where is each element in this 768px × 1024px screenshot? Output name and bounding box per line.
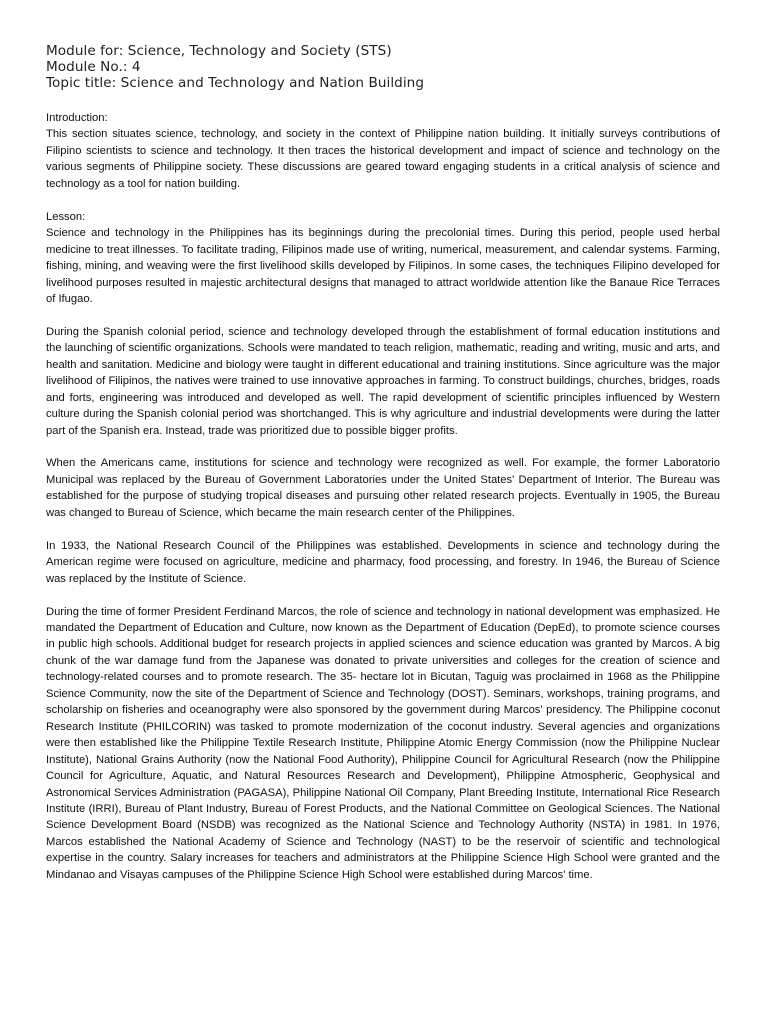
introduction-heading: Introduction: xyxy=(46,112,108,124)
lesson-heading: Lesson: xyxy=(46,210,86,223)
lesson-paragraph-precolonial: Science and technology in the Philippines has its beginnings during the precolonial times. During this period, people used herbal medicine to treat illnesses. To facilitate trading, Filipinos made use of writing, numerical, measurement, and calendar systems. Farming, fishing, mining, and weaving were the first livelihood skills developed by Filipinos. In some cases, the techniques Filipino developed for livelihood purposes resulted in majestic architectural designs that managed to attract worldwide attention like the Banaue Rice Terraces of Ifugao. xyxy=(46,227,720,305)
lesson-paragraph-1933: In 1933, the National Research Council of the Philippines was established. Developments in science and technology during the American regime were focused on agriculture, medicine and pharmacy, food processing, and forestry. In 1946, the Bureau of Science was replaced by the Institute of Science. xyxy=(46,539,720,585)
module-body xyxy=(46,110,720,900)
introduction-paragraph: This section situates science, technology, and society in the context of Philippine nation building. It initially surveys contributions of Filipino scientists to science and technology. It then traces the historical development and impact of science and technology on the various segments of Philippine society. These discussions are geared toward engaging students in a critical analysis of science and technology as a tool for nation building. xyxy=(46,128,720,190)
topic-title-line: Topic title: Science and Technology and Nation Building xyxy=(46,75,425,92)
lesson-paragraph-american-period: When the Americans came, institutions for science and technology were recognized as well. For example, the former Laboratorio Municipal was replaced by the Bureau of Government Laboratories under the United States' Department of Interior. The Bureau was established for the purpose of studying tropical diseases and pursuing other related research projects. Eventually in 1905, the Bureau was changed to Bureau of Science, which became the main research center of the Philippines. xyxy=(46,457,720,519)
module-header xyxy=(46,43,736,92)
lesson-paragraph-spanish-period: During the Spanish colonial period, science and technology developed through the establishment of formal education institutions and the launching of scientific organizations. Schools were mandated to teach religion, mathematic, reading and writing, music and arts, and health and sanitation. Medicine and biology were taught in different educational and training institutions. Since agriculture was the major livelihood of Filipinos, the natives were trained to use innovative approaches in farming. To construct buildings, churches, bridges, roads and forts, engineering was introduced and developed as well. The rapid development of scientific principles influenced by Western culture during the Spanish colonial period was shortchanged. This is why agriculture and industrial developments were during the latter part of the Spanish era. Instead, trade was prioritized due to possible bigger profits. xyxy=(46,325,720,437)
module-for-line: Module for: Science, Technology and Society (STS) xyxy=(46,43,392,59)
lesson-paragraph-marcos-era: During the time of former President Ferdinand Marcos, the role of science and technology in national development was emphasized. He mandated the Department of Education and Culture, now known as the Department of Education (DepEd), to promote science courses in public high schools. Additional budget for research projects in applied sciences and science education was granted by Marcos. A big chunk of the war damage fund from the Japanese was donated to private universities and colleges for the creation of science and technology-related courses and to promote research. The 35- hectare lot in Bicutan, Taguig was proclaimed in 1968 as the Philippine Science Community, now the site of the Department of Science and Technology (DOST). Seminars, workshops, training programs, and scholarship on fisheries and oceanography were also sponsored by the government during Marcos' presidency. The Philippine coconut Research Institute (PHILCORIN) was tasked to promote modernization of the coconut industry. Several agencies and organizations were then established like the Philippine Textile Research Institute, Philippine Atomic Energy Commission (now the Philippine Nuclear Institute), National Grains Authority (now the National Food Authority), Philippine Council for Agricultural Research (now the Philippine Council for Agriculture, Aquatic, and Natural Resources Research and Development), Philippine Atmospheric, Geophysical and Astronomical Services Administration (PAGASA), Philippine National Oil Company, Plant Breeding Institute, International Rice Research Institute (IRRI), Bureau of Plant Industry, Bureau of Forest Products, and the National Committee on Geological Sciences. The National Science Development Board (NSDB) was recognized as the National Science and Technology Authority (NSTA) in 1981. In 1976, Marcos established the National Academy of Science and Technology (NAST) to be the reservoir of scientific and technological expertise in the country. Salary increases for teachers and administrators at the Philippine Science High School were granted and the Mindanao and Visayas campuses of the Philippine Science High School were established during Marcos' time. xyxy=(46,605,720,881)
module-number-line: Module No.: 4 xyxy=(46,59,141,76)
